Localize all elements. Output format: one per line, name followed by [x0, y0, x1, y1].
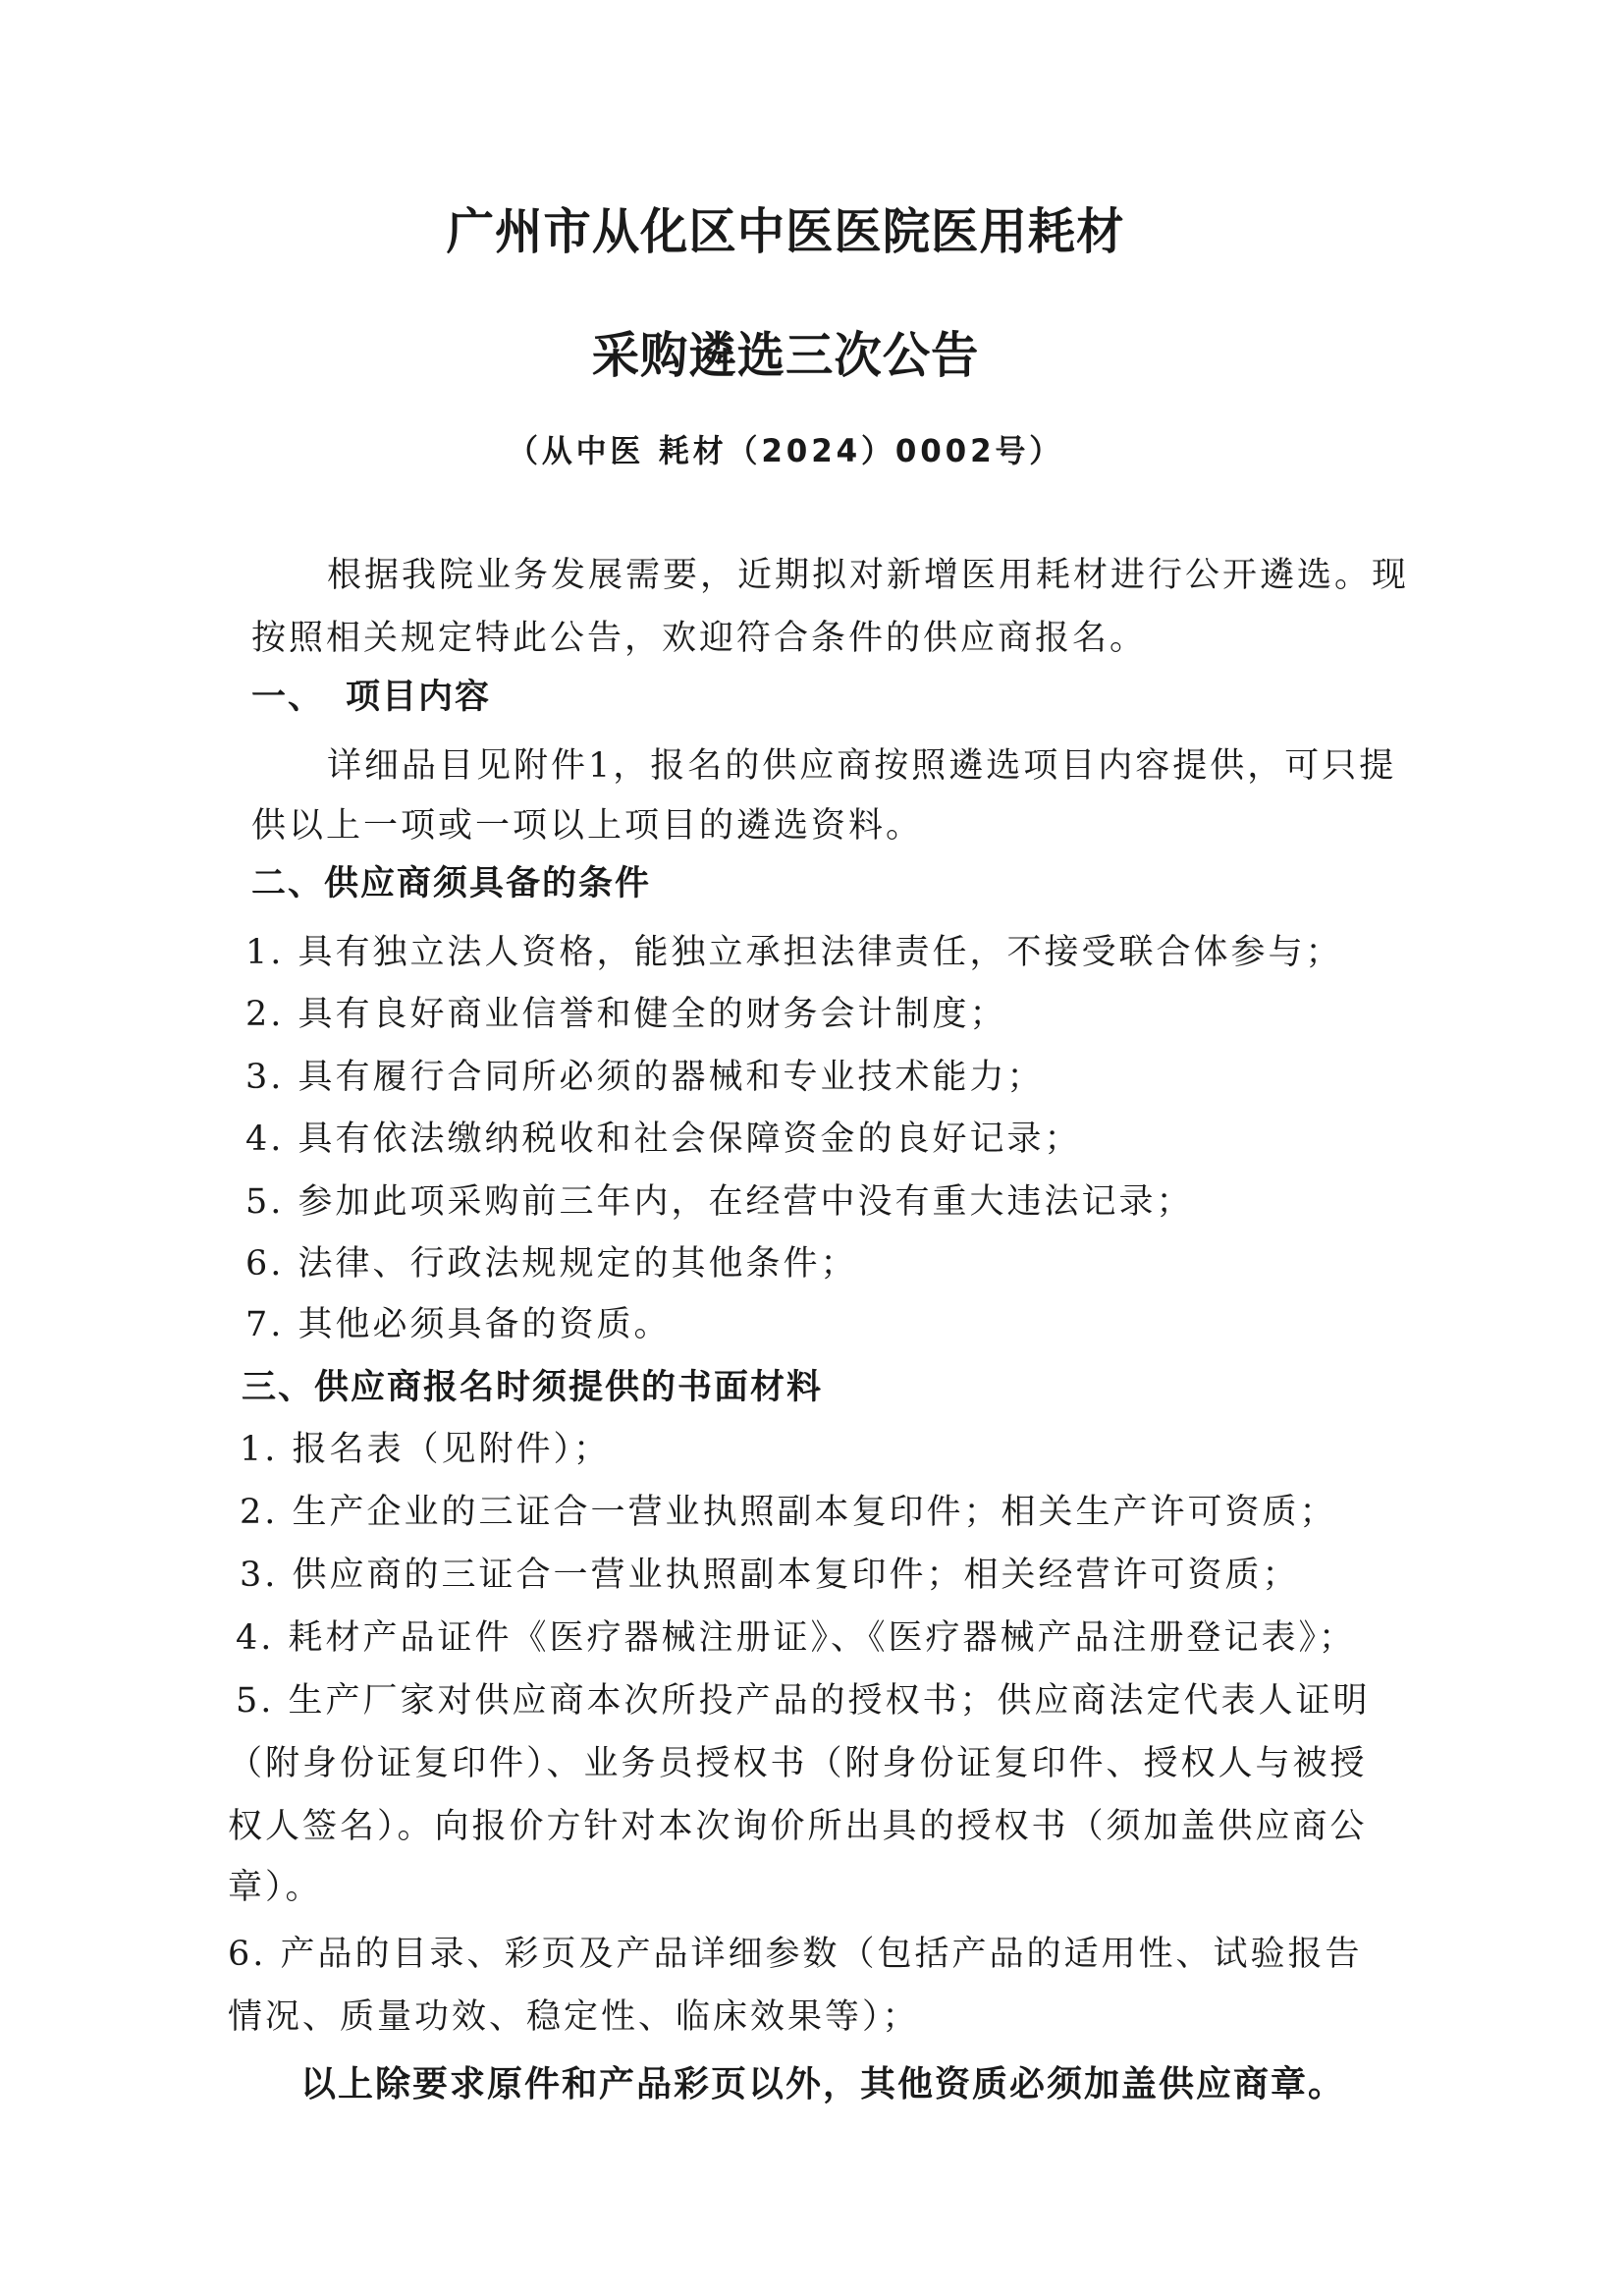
- section3-item: 1. 报名表（见附件）；: [240, 1430, 612, 1469]
- section3-item: 5. 生产厂家对供应商本次所投产品的授权书；供应商法定代表人证明: [236, 1681, 1371, 1721]
- section2-item: 3. 具有履行合同所必须的器械和专业技术能力；: [245, 1058, 1045, 1097]
- section1-line-2: 供以上一项或一项以上项目的遴选资料。: [251, 806, 924, 846]
- section3-item-continuation: 情况、质量功效、稳定性、临床效果等）；: [228, 1997, 920, 2037]
- section3-item: 3. 供应商的三证合一营业执照副本复印件；相关经营许可资质；: [240, 1556, 1300, 1595]
- intro-line-2: 按照相关规定特此公告，欢迎符合条件的供应商报名。: [251, 619, 1148, 658]
- section3-item-continuation: （附身份证复印件）、业务员授权书（附身份证复印件、授权人与被授: [228, 1744, 1368, 1783]
- section2-item: 4. 具有依法缴纳税收和社会保障资金的良好记录；: [245, 1120, 1082, 1159]
- section2-item: 5. 参加此项采购前三年内，在经营中没有重大违法记录；: [245, 1182, 1194, 1222]
- section2-item: 7. 其他必须具备的资质。: [245, 1305, 672, 1344]
- section3-item-continuation: 章）。: [228, 1868, 323, 1907]
- section1-heading-number: 一、: [251, 678, 325, 717]
- document-title-line2: 采购遴选三次公告: [591, 327, 980, 384]
- section3-item: 4. 耗材产品证件《医疗器械注册证》、《医疗器械产品注册登记表》；: [236, 1618, 1357, 1658]
- section2-item: 1. 具有独立法人资格，能独立承担法律责任，不接受联合体参与；: [245, 933, 1343, 972]
- intro-line-1: 根据我院业务发展需要，近期拟对新增医用耗材进行公开遴选。现: [327, 556, 1410, 595]
- section2-heading: 二、供应商须具备的条件: [251, 864, 652, 903]
- section2-item: 6. 法律、行政法规规定的其他条件；: [245, 1244, 858, 1284]
- closing-note: 以上除要求原件和产品彩页以外，其他资质必须加盖供应商章。: [300, 2064, 1346, 2105]
- section3-item-continuation: 权人签名）。向报价方针对本次询价所出具的授权书（须加盖供应商公: [228, 1807, 1368, 1846]
- section3-item: 2. 生产企业的三证合一营业执照副本复印件；相关生产许可资质；: [240, 1493, 1337, 1532]
- section1-heading: 项目内容: [346, 678, 492, 717]
- section2-item: 2. 具有良好商业信誉和健全的财务会计制度；: [245, 995, 1007, 1034]
- section3-heading: 三、供应商报名时须提供的书面材料: [242, 1368, 824, 1407]
- document-title-line1: 广州市从化区中医医院医用耗材: [446, 203, 1125, 260]
- section3-item: 6. 产品的目录、彩页及产品详细参数（包括产品的适用性、试验报告: [228, 1935, 1363, 1974]
- section1-line-1: 详细品目见附件1，报名的供应商按照遴选项目内容提供，可只提: [327, 746, 1397, 786]
- document-number: （从中医 耗材（2024）0002号）: [507, 432, 1064, 469]
